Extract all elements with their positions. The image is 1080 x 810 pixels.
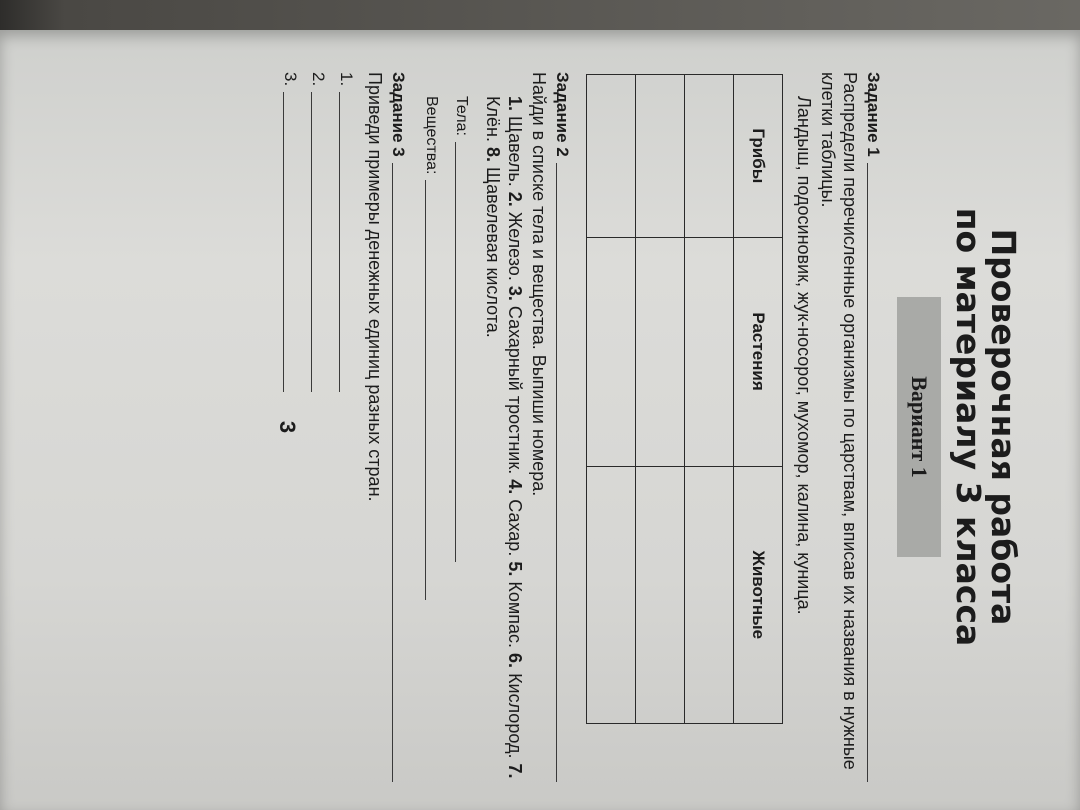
task1-heading (863, 72, 883, 782)
title-line-1: Проверочная работа (984, 228, 1023, 626)
item-number: 1. (505, 96, 525, 112)
item-text: Железо. (505, 211, 525, 281)
task3-instruction: Приведи примеры денежных единиц разных стран. (365, 72, 385, 502)
answer-cell-fungi[interactable] (587, 75, 636, 238)
task3-heading-label: Задание 3 (389, 72, 408, 157)
variant-wrap (897, 72, 941, 782)
answer-cell-fungi[interactable] (685, 75, 734, 238)
item-number: 5. (505, 561, 525, 577)
item-text: Кислород. (505, 673, 525, 759)
answer-cell-animals[interactable] (636, 466, 685, 723)
page-content (35, 72, 1025, 782)
item-text: Компас. (505, 581, 525, 649)
kingdoms-answer-row (587, 75, 636, 724)
kingdoms-header-row (734, 75, 783, 724)
task2-heading-rule (556, 163, 557, 782)
item-text: Сахарный тростник. (505, 305, 525, 475)
kingdoms-answer-row (685, 75, 734, 724)
answer-number: 2. (309, 72, 328, 87)
header-fungi: Грибы (734, 75, 783, 238)
answer-cell-plants[interactable] (685, 237, 734, 466)
task2-heading-label: Задание 2 (553, 72, 572, 157)
task3-heading-rule (392, 163, 393, 782)
variant-badge: Вариант 1 (897, 297, 941, 557)
item-number: 4. (505, 479, 525, 495)
task2-item-list (482, 72, 526, 782)
answer-number: 1. (337, 72, 356, 87)
task3-heading (388, 72, 408, 782)
answer-cell-animals[interactable] (685, 466, 734, 723)
answer-cell-plants[interactable] (636, 237, 685, 466)
item-text: Щавель. (505, 116, 525, 187)
bodies-label: Тела: (453, 96, 470, 136)
substances-label: Вещества: (423, 96, 440, 175)
task3-answer-line[interactable] (283, 92, 284, 392)
page-number: 3 (275, 420, 300, 434)
kingdoms-table (586, 74, 783, 724)
workbook-page (0, 30, 1080, 810)
substances-answer-row (422, 72, 440, 782)
header-animals: Животные (734, 466, 783, 723)
answer-number: 3. (281, 72, 300, 87)
task1-organisms: Ландыш, подосиновик, жук-носорог, мухомор, калина, куница. (794, 96, 814, 615)
answer-cell-fungi[interactable] (636, 75, 685, 238)
task3-answer-row (336, 72, 356, 782)
item-number: 7. (505, 763, 525, 779)
task1-heading-rule (867, 163, 868, 782)
item-number: 3. (505, 285, 525, 301)
item-number: 2. (505, 191, 525, 207)
task1-heading-label: Задание 1 (864, 72, 883, 157)
header-plants: Растения (734, 237, 783, 466)
task1-instruction: Распредели перечисленные организмы по царствам, впиcав их названия в нужные клетки таблицы. (818, 72, 860, 770)
item-text: Щавелевая кислота. (483, 167, 503, 338)
substances-answer-line[interactable] (425, 180, 426, 600)
task2-heading (552, 72, 572, 782)
item-text: Сахар. (505, 499, 525, 557)
title-line-2: по материалу 3 класса (949, 207, 988, 647)
bodies-answer-row (452, 72, 470, 782)
task2-instruction: Найди в списке тела и вещества. Выпиши номера. (529, 72, 549, 497)
kingdoms-answer-row (636, 75, 685, 724)
bodies-answer-line[interactable] (455, 142, 456, 562)
task3-answer-line[interactable] (339, 92, 340, 392)
answer-cell-animals[interactable] (587, 466, 636, 723)
item-number: 8. (483, 146, 503, 162)
task3-answer-line[interactable] (311, 92, 312, 392)
task3-answer-row (308, 72, 328, 782)
item-text: Клён. (483, 96, 503, 142)
item-number: 6. (505, 653, 525, 669)
answer-cell-plants[interactable] (587, 237, 636, 466)
page-title (951, 72, 1021, 782)
